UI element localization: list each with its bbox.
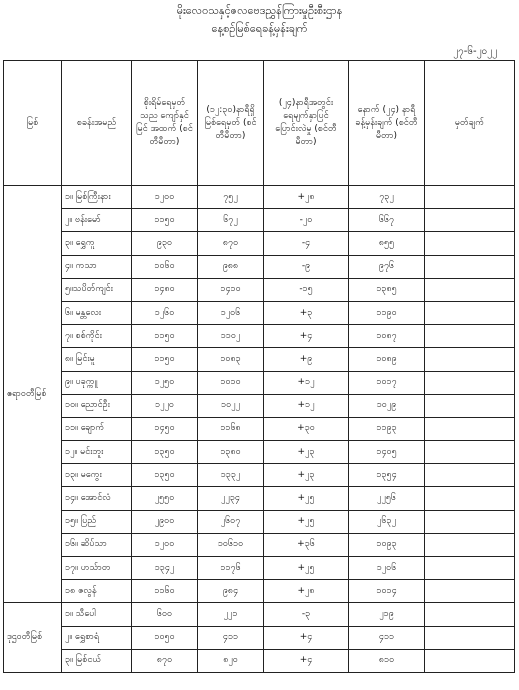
current-level-cell: ၁၄၁၀ [198,278,264,301]
current-level-cell: ၁၁၇၆ [198,557,264,580]
station-cell: ၁၆။ ဆိပ်သာ [62,533,132,556]
danger-level-cell: ၁၀၆၀ [132,255,198,278]
station-cell: ၈။ မြင်းမူ [62,348,132,371]
col-header-station: စခန်းအမည် [62,61,132,186]
forecast-cell: ၁၁၉၀ [349,301,425,324]
forecast-cell: ၁၄၀၅ [349,441,425,464]
current-level-cell: ၁၀၆၁၀ [198,533,264,556]
danger-level-cell: ၁၂၆၀ [132,301,198,324]
current-level-cell: ၉၈၈ [198,255,264,278]
table-row [4,209,515,232]
danger-level-cell: ၁၄၈၀ [132,278,198,301]
col-header-current-level: (၁၂:၃၀)နာရီရှိ မြစ်ရေမှတ် (စင်တီမီတာ) [198,61,264,186]
remarks-cell [425,533,515,556]
station-cell: ၃။ ရွှေကူ [62,232,132,255]
current-level-cell: ၂၂၃၄ [198,487,264,510]
station-cell: ၁၀။ ညောင်ဦး [62,394,132,417]
danger-level-cell: ၁၁၅၀ [132,348,198,371]
change-cell: +၄ [264,325,349,348]
remarks-cell [425,464,515,487]
header-subtitle: နေ့စဉ်မြစ်ရေခန့်မှန်းချက် [211,22,308,35]
danger-level-cell: ၁၂၂၀ [132,394,198,417]
station-cell: ၁၅။ ပြည် [62,510,132,533]
col-header-remarks: မှတ်ချက် [425,61,515,186]
remarks-cell [425,348,515,371]
change-cell: -၂၀ [264,209,349,232]
change-cell: +၂၈ [264,580,349,603]
river-name-cell: ဧရာဝတီမြစ် [4,186,62,603]
forecast-cell: ၁၀၈၇ [349,325,425,348]
change-cell: +၃ [264,301,349,324]
current-level-cell: ၉၈၄ [198,580,264,603]
change-cell: +၂၅ [264,487,349,510]
forecast-cell: ၂၁၉ [349,603,425,626]
remarks-cell [425,417,515,440]
current-level-cell: ၂၆၀၇ [198,510,264,533]
header-title: မိုးလေဝသနှင့်ဇလဗေဒညွှန်ကြားမှုဦးစီးဌာန [176,4,343,17]
change-cell: +၉ [264,348,349,371]
station-cell: ၂။ ဗန်းမော် [62,209,132,232]
table-row [4,510,515,533]
danger-level-cell: ၁၂၀၀ [132,186,198,209]
col-header-danger-level: စိုးရိမ်ရေမှတ် သည ကျော်နှင်မြင် အထက် (စင်တီမီတာ) [132,61,198,186]
station-cell: ၁၇။ ဟသ်ာတ [62,557,132,580]
danger-level-cell: ၁၃၅၀ [132,464,198,487]
current-level-cell: ၁၀၂၂ [198,394,264,417]
danger-level-cell: ၁၁၅၀ [132,325,198,348]
remarks-cell [425,626,515,649]
change-cell: +၂၈ [264,186,349,209]
table-row [4,301,515,324]
current-level-cell: ၁၂၀၆ [198,301,264,324]
forecast-cell: ၁၂၀၆ [349,557,425,580]
remarks-cell [425,603,515,626]
forecast-cell: ၁၀၁၇ [349,371,425,394]
remarks-cell [425,394,515,417]
col-header-forecast: နောက် (၂၄) နာရီ ခန့်မှန်းချက် (စင်တီမီတာ) [349,61,425,186]
station-cell: ၆။ မန္တလေး [62,301,132,324]
forecast-cell: ၁၁၉၃ [349,417,425,440]
current-level-cell: ၁၃၈၀ [198,441,264,464]
table-row [4,278,515,301]
current-level-cell: ၆၇၂ [198,209,264,232]
table-row [4,232,515,255]
station-cell: ၁၂။ မင်းဘူး [62,441,132,464]
station-cell: ၃။ မြစ်ငယ် [62,649,132,672]
river-level-table [3,60,515,673]
forecast-cell: ၁၀၁၄ [349,580,425,603]
current-level-cell: ၄၁၁ [198,626,264,649]
change-cell: +၃၀ [264,417,349,440]
forecast-cell: ၆၆၇ [349,209,425,232]
station-cell: ၁။ သီပေါ [62,603,132,626]
current-level-cell: ၂၂၁ [198,603,264,626]
remarks-cell [425,255,515,278]
station-cell: ၁၁။ ချောက် [62,417,132,440]
forecast-cell: ၁၀၈၉ [349,348,425,371]
remarks-cell [425,371,515,394]
change-cell: +၂၅ [264,557,349,580]
current-level-cell: ၁၀၈၃ [198,348,264,371]
forecast-cell: ၇၃၂ [349,186,425,209]
remarks-cell [425,580,515,603]
forecast-cell: ၁၀၂၉ [349,394,425,417]
remarks-cell [425,649,515,672]
river-name-cell: ဒုဌဝတီမြစ် [4,603,62,673]
table-row [4,186,515,209]
station-cell: ၁။ မြစ်ကြီးနား [62,186,132,209]
danger-level-cell: ၈၇၀ [132,649,198,672]
danger-level-cell: ၁၂၀၀ [132,533,198,556]
current-level-cell: ၁၁၀၂ [198,325,264,348]
table-row [4,325,515,348]
current-level-cell: ၁၁၆၈ [198,417,264,440]
remarks-cell [425,557,515,580]
forecast-cell: ၁၀၉၃ [349,533,425,556]
danger-level-cell: ၉၃၀ [132,232,198,255]
table-body [4,186,515,673]
danger-level-cell: ၆၀၀ [132,603,198,626]
table-row [4,487,515,510]
table-row [4,371,515,394]
forecast-cell: ၈၅၅ [349,232,425,255]
change-cell: -၃ [264,603,349,626]
table-row [4,557,515,580]
danger-level-cell: ၁၀၅၀ [132,626,198,649]
change-cell: +၂၅ [264,510,349,533]
current-level-cell: ၁၃၃၂ [198,464,264,487]
station-cell: ၁၄။ အောင်လံ [62,487,132,510]
forecast-cell: ၁၃၈၅ [349,278,425,301]
danger-level-cell: ၁၁၅၀ [132,209,198,232]
station-cell: ၇။ စစ်ကိုင်း [62,325,132,348]
table-row [4,649,515,672]
remarks-cell [425,186,515,209]
forecast-cell: ၄၁၁ [349,626,425,649]
change-cell: -၁၅ [264,278,349,301]
table-row [4,417,515,440]
remarks-cell [425,441,515,464]
remarks-cell [425,301,515,324]
remarks-cell [425,487,515,510]
danger-level-cell: ၁၄၅၀ [132,417,198,440]
remarks-cell [425,232,515,255]
station-cell: ၅။သပိတ်ကျင်း [62,278,132,301]
change-cell: -၄ [264,232,349,255]
current-level-cell: ၈၇၀ [198,232,264,255]
danger-level-cell: ၂၉၀၀ [132,510,198,533]
change-cell: +၄ [264,649,349,672]
change-cell: +၁၂ [264,371,349,394]
table-header-row [4,61,515,186]
current-level-cell: ၇၅၂ [198,186,264,209]
remarks-cell [425,278,515,301]
table-row [4,533,515,556]
table-row [4,626,515,649]
table-row [4,441,515,464]
table-row [4,255,515,278]
change-cell: +၄ [264,626,349,649]
report-date: ၂၇-၆-၂၀၂၂ [453,46,497,57]
danger-level-cell: ၂၅၅၀ [132,487,198,510]
remarks-cell [425,209,515,232]
forecast-cell: ၂၆၃၂ [349,510,425,533]
change-cell: +၂၃ [264,441,349,464]
remarks-cell [425,510,515,533]
danger-level-cell: ၁၁၆၀ [132,580,198,603]
current-level-cell: ၁၀၁၀ [198,371,264,394]
danger-level-cell: ၁၃၅၀ [132,441,198,464]
current-level-cell: ၈၂၀ [198,649,264,672]
col-header-river: မြစ် [4,61,62,186]
table-row [4,580,515,603]
forecast-cell: ၈၁၀ [349,649,425,672]
danger-level-cell: ၁၃၄၂ [132,557,198,580]
forecast-cell: ၉၇၆ [349,255,425,278]
station-cell: ၄။ ကသာ [62,255,132,278]
table-row [4,394,515,417]
change-cell: +၂၃ [264,464,349,487]
danger-level-cell: ၁၂၅၀ [132,371,198,394]
table-row [4,603,515,626]
table-row [4,464,515,487]
forecast-cell: ၁၃၅၄ [349,464,425,487]
change-cell: +၁၂ [264,394,349,417]
change-cell: -၉ [264,255,349,278]
station-cell: ၁၃။ မကွေး [62,464,132,487]
table-row [4,348,515,371]
remarks-cell [425,325,515,348]
station-cell: ၉။ ပခုက္ကူ [62,371,132,394]
change-cell: +၃၆ [264,533,349,556]
col-header-change: (၂၄)နာရီအတွင်း ရေမျက်နှာပြင် ပြောင်းလဲမှု (စင်တီမီတာ) [264,61,349,186]
station-cell: ၁၈ ဇလွန် [62,580,132,603]
station-cell: ၂။ ရွှေစာရံ [62,626,132,649]
forecast-cell: ၂၂၅၆ [349,487,425,510]
